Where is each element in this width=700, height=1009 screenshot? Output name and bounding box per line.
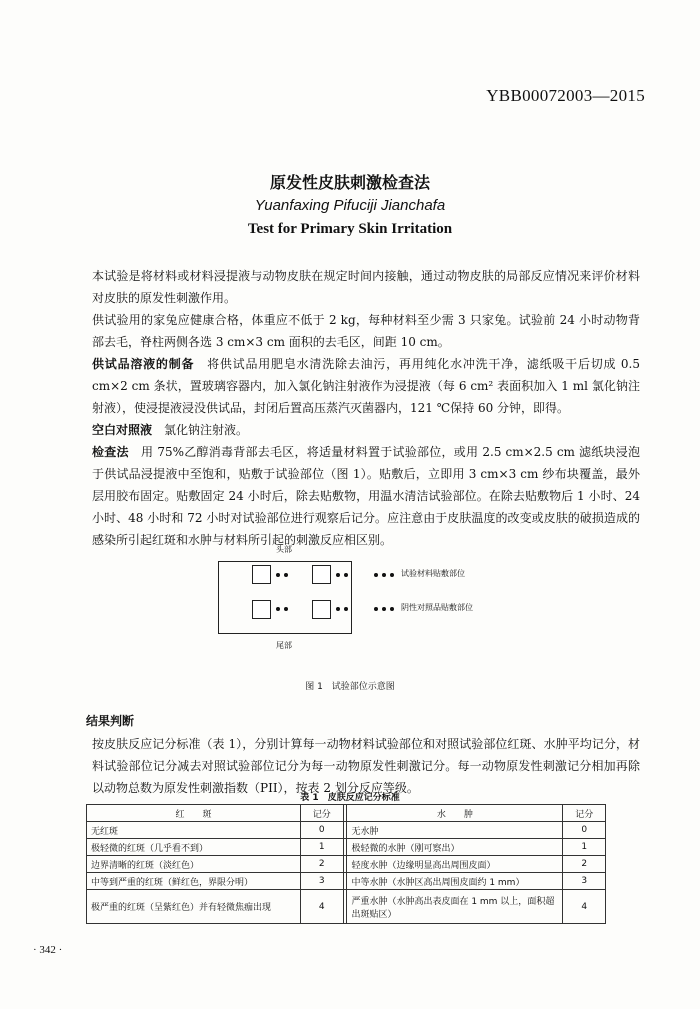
blank-control-label: 空白对照液	[92, 423, 153, 437]
table-row	[87, 873, 606, 890]
edema-cell: 中等水肿（水肿区高出周围皮面约 1 mm）	[347, 873, 563, 890]
test-site-right	[312, 565, 331, 584]
skin-reaction-score-table	[86, 804, 606, 924]
erythema-score-cell: 4	[300, 890, 343, 924]
title-pinyin: Yuanfaxing Pifuciji Jianchafa	[254, 197, 446, 214]
control-site-left	[252, 600, 271, 619]
erythema-cell: 极轻微的红斑（几乎看不到）	[87, 839, 301, 856]
erythema-cell: 边界清晰的红斑（淡红色）	[87, 856, 301, 873]
table-row	[87, 839, 606, 856]
col-edema-score: 记分	[563, 805, 606, 822]
edema-cell: 极轻微的水肿（刚可察出）	[347, 839, 563, 856]
edema-score-cell: 0	[563, 822, 606, 839]
col-erythema: 红 斑	[87, 805, 301, 822]
blank-control-paragraph	[68, 419, 640, 441]
erythema-cell: 极严重的红斑（呈紫红色）并有轻微焦痂出现	[87, 890, 301, 924]
control-site-right	[312, 600, 331, 619]
test-method-label: 检查法	[92, 445, 129, 459]
standard-code: YBB00072003—2015	[486, 86, 645, 105]
test-method-paragraph	[68, 441, 640, 551]
dot	[284, 573, 288, 577]
blank-control-text: 氯化钠注射液。	[164, 423, 249, 437]
edema-score-cell: 2	[563, 856, 606, 873]
erythema-cell: 无红斑	[87, 822, 301, 839]
dot	[344, 573, 348, 577]
title-chinese: 原发性皮肤刺激检查法	[269, 173, 430, 192]
table-header-row	[87, 805, 606, 822]
dot	[276, 607, 280, 611]
dot	[276, 573, 280, 577]
test-site-left	[252, 565, 271, 584]
col-erythema-score: 记分	[300, 805, 343, 822]
dot	[344, 607, 348, 611]
title-english: Test for Primary Skin Irritation	[247, 221, 453, 237]
erythema-cell: 中等到严重的红斑（鲜红色，界限分明）	[87, 873, 301, 890]
test-site-legend: 试验材料贴敷部位	[401, 569, 465, 578]
solution-prep-text: 将供试品用肥皂水清洗除去油污，再用纯化水冲洗干净，滤纸吸干后切成 0.5 cm×2 cm 条状，置玻璃容器内，加入氯化钠注射液作为浸提液（每 6 cm² 表面积加入 1 ml 氯化钠注射液），使浸提液浸没供试品，封闭后置高压蒸汽灭菌器内，121 ℃保持 60 分钟，即得。	[92, 357, 640, 415]
table-row	[87, 856, 606, 873]
results-text: 按皮肤反应记分标准（表 1），分别计算每一动物材料试验部位和对照试验部位红斑、水肿平均记分，材料试验部位记分减去对照试验部位记分为每一动物原发性刺激记分。每一动物原发性刺激记分相加再除以动物总数为原发性刺激指数（PII），按表 2 划分反应等级。	[92, 737, 640, 795]
solution-prep-label: 供试品溶液的制备	[92, 357, 195, 371]
erythema-score-cell: 0	[300, 822, 343, 839]
figure-tail-label: 尾部	[276, 641, 292, 650]
edema-score-cell: 4	[563, 890, 606, 924]
table-caption: 表 1 皮肤反应记分标准	[300, 793, 400, 803]
edema-cell: 轻度水肿（边缘明显高出周围皮面）	[347, 856, 563, 873]
legend-dot	[374, 573, 378, 577]
figure-caption: 图 1 试验部位示意图	[305, 682, 395, 692]
animal-text: 供试验用的家兔应健康合格，体重应不低于 2 kg，每种材料至少需 3 只家兔。试验前 24 小时动物背部去毛，脊柱两侧各选 3 cm×3 cm 面积的去毛区，间距 10 cm。	[92, 313, 640, 349]
legend-dot	[374, 607, 378, 611]
erythema-score-cell: 3	[300, 873, 343, 890]
legend-dot	[390, 573, 394, 577]
table-row	[87, 890, 606, 924]
intro-paragraph	[68, 265, 640, 309]
erythema-score-cell: 2	[300, 856, 343, 873]
legend-dot	[382, 573, 386, 577]
control-site-legend: 阴性对照品贴敷部位	[401, 603, 473, 612]
legend-dot	[382, 607, 386, 611]
rabbit-back-diagram	[218, 561, 352, 634]
edema-cell: 无水肿	[347, 822, 563, 839]
edema-score-cell: 3	[563, 873, 606, 890]
erythema-score-cell: 1	[300, 839, 343, 856]
dot	[336, 573, 340, 577]
legend-dot	[390, 607, 394, 611]
solution-prep-paragraph	[68, 353, 640, 419]
figure-head-label: 头部	[276, 545, 292, 554]
animal-paragraph	[68, 309, 640, 353]
col-edema: 水 肿	[347, 805, 563, 822]
edema-score-cell: 1	[563, 839, 606, 856]
page-number: · 342 ·	[33, 944, 63, 956]
edema-cell: 严重水肿（水肿高出表皮面在 1 mm 以上，面积超出斑贴区）	[347, 890, 563, 924]
table-row	[87, 822, 606, 839]
dot	[284, 607, 288, 611]
intro-text: 本试验是将材料或材料浸提液与动物皮肤在规定时间内接触，通过动物皮肤的局部反应情况来评价材料对皮肤的原发性刺激作用。	[92, 269, 640, 305]
results-heading: 结果判断	[86, 714, 135, 728]
dot	[336, 607, 340, 611]
test-method-text: 用 75%乙醇消毒背部去毛区，将适量材料置于试验部位，或用 2.5 cm×2.5 cm 滤纸块浸泡于供试品浸提液中至饱和，贴敷于试验部位（图 1）。贴敷后，立即用 3 cm×3 cm 纱布块覆盖，最外层用胶布固定。贴敷固定 24 小时后，除去贴敷物，用温水清洁试验部位。在除去贴敷物后 1 小时、24 小时、48 小时和 72 小时对试验部位进行观察后记分。应注意由于皮肤温度的改变或皮肤的破损造成的感染所引起红斑和水肿与材料所引起的刺激反应相区别。	[92, 445, 640, 547]
